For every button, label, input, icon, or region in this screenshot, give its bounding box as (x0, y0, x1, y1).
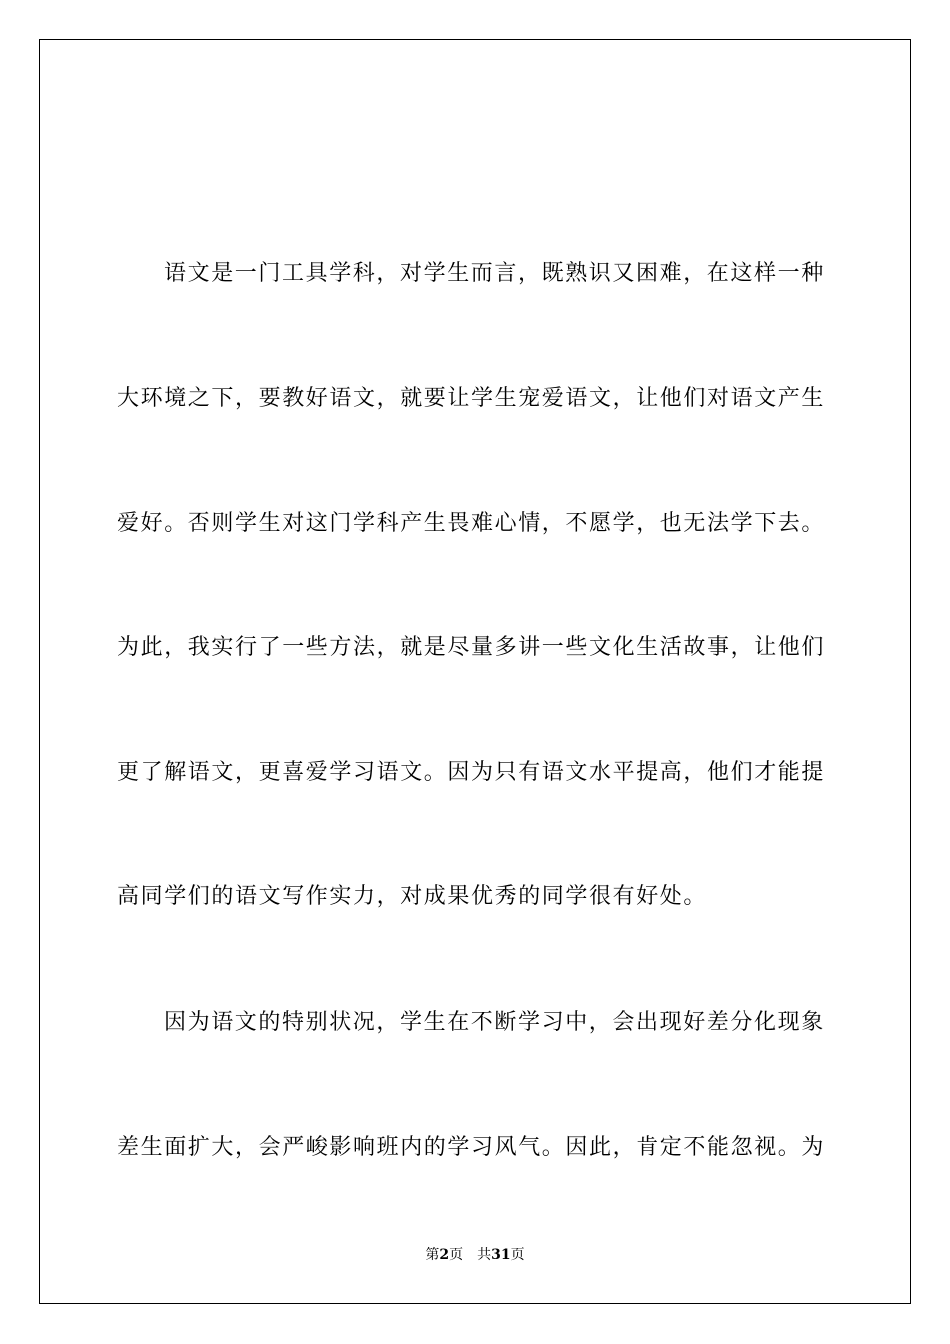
body-text-line-3: 爱好。否则学生对这门学科产生畏难心情，不愿学，也无法学下去。 (117, 511, 826, 536)
body-text-line-4: 为此，我实行了一些方法，就是尽量多讲一些文化生活故事，让他们 (117, 635, 826, 660)
page-prefix: 第 (425, 1247, 440, 1263)
body-text-line-8: 差生面扩大，会严峻影响班内的学习风气。因此，肯定不能忽视。为 (117, 1135, 826, 1160)
body-text-line-2: 大环境之下，要教好语文，就要让学生宠爱语文，让他们对语文产生 (117, 386, 826, 411)
body-text-line-5: 更了解语文，更喜爱学习语文。因为只有语文水平提高，他们才能提 (117, 760, 826, 785)
page-number: 2 (439, 1247, 450, 1263)
page-footer (0, 1246, 950, 1264)
body-text-line-1: 语文是一门工具学科，对学生而言，既熟识又困难，在这样一种 (164, 261, 825, 286)
total-prefix: 共 (477, 1247, 492, 1263)
total-suffix: 页 (510, 1247, 525, 1263)
total-pages: 31 (491, 1247, 511, 1263)
page-suffix: 页 (449, 1247, 464, 1263)
body-text-line-6: 高同学们的语文写作实力，对成果优秀的同学很有好处。 (117, 884, 708, 909)
page-border (39, 39, 911, 1304)
body-text-line-7: 因为语文的特别状况，学生在不断学习中，会出现好差分化现象 (164, 1010, 825, 1035)
